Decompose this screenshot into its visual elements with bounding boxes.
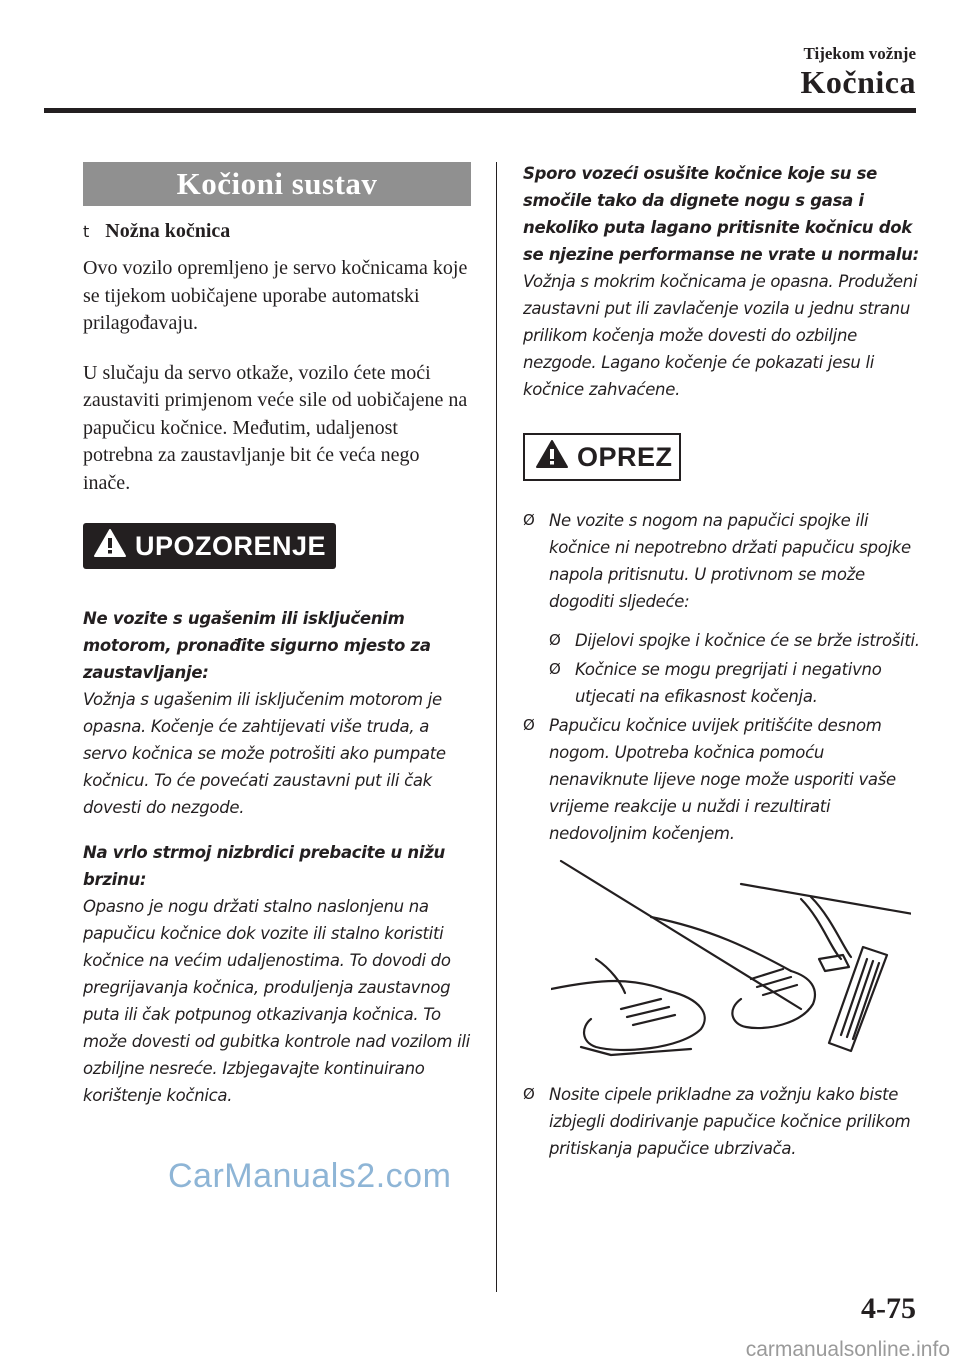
warning-label: UPOZORENJE (135, 530, 327, 561)
pedal-illustration (551, 859, 911, 1059)
warning-block-2 (83, 839, 471, 1109)
caution-item-3: Nosite cipele prikladne za vožnju kako biste izbjegli dodirivanje papučice kočnice prilikom pritiskanja papučice ubrzivača. (549, 1085, 911, 1158)
caution-list (523, 507, 923, 1162)
left-column (83, 162, 471, 1109)
list-item (523, 507, 923, 615)
bullet-arrow-icon: Ø (549, 631, 561, 649)
header-title: Kočnica (800, 64, 916, 100)
list-item (523, 1081, 923, 1162)
list-item (549, 656, 923, 710)
caution-item-1a: Dijelovi spojke i kočnice će se brže istrošiti. (575, 631, 920, 650)
subheading-bullet: t (83, 222, 90, 241)
caution-triangle-icon (535, 439, 569, 476)
list-item (549, 627, 923, 654)
bullet-arrow-icon: Ø (523, 716, 535, 734)
subheading (83, 220, 471, 243)
warning-3-text: Vožnja s mokrim kočnicama je opasna. Produženi zaustavni put ili zavlačenje vozila u jednu stranu prilikom kočenja može dovesti do ozbiljne nezgode. Lagano kočenje će pokazati jesu li kočnice zahvaćene. (523, 272, 918, 399)
right-column (523, 160, 923, 1162)
warning-triangle-icon (93, 528, 127, 565)
subheading-text: Nožna kočnica (105, 220, 231, 242)
caution-badge (523, 433, 681, 481)
bullet-arrow-icon: Ø (549, 660, 561, 678)
caution-label: OPREZ (577, 441, 673, 472)
body-paragraph-2: U slučaju da servo otkaže, vozilo ćete moći zaustaviti primjenom veće sile od uobičajene na papučicu kočnice. Međutim, udaljenost potrebna za zaustavljanje bit će veća nego inače. (83, 361, 468, 494)
warning-2-heading: Na vrlo strmoj nizbrdici prebacite u nižu brzinu: (83, 843, 445, 889)
warning-block-3 (523, 160, 923, 403)
warning-2-text: Opasno je nogu držati stalno naslonjenu na papučicu kočnice dok vozite ili stalno koristiti kočnice na većim udaljenostima. To dovodi do pregrijavanja kočnica, produljenja zaustavnog puta ili čak potpunog otkazivanja kočnica. To može dovesti od gubitka kontrole nad vozilom ili ozbiljne nesreće. Izbjegavajte kontinuirano korištenje kočnica. (83, 897, 470, 1105)
footer-watermark: carmanualsonline.info (745, 1338, 950, 1361)
watermark: CarManuals2.com (168, 1157, 452, 1195)
section-banner: Kočioni sustav (83, 162, 471, 206)
column-divider (496, 162, 497, 1292)
header-chapter: Tijekom vožnje (803, 44, 916, 63)
caution-item-2: Papučicu kočnice uvijek pritišćite desnom nogom. Upotreba kočnica pomoću nenaviknute lijeve noge može usporiti vaše vrijeme reakcije u nuždi i rezultirati nedovoljnim kočenjem. (549, 716, 896, 843)
warning-block-1 (83, 605, 471, 821)
caution-item-1: Ne vozite s nogom na papučici spojke ili kočnice ni nepotrebno držati papučicu spojke napola pritisnutu. U protivnom se može dogoditi sljedeće: (549, 511, 911, 611)
warning-3-heading: Sporo vozeći osušite kočnice koje su se smočile tako da dignete nogu s gasa i nekoliko puta lagano pritisnite kočnicu dok se njezine performanse ne vrate u normalu: (523, 164, 919, 264)
bullet-arrow-icon: Ø (523, 511, 535, 529)
body-paragraph-1: Ovo vozilo opremljeno je servo kočnicama koje se tijekom uobičajene uporabe automatski prilagođavaju. (83, 257, 468, 334)
page-number: 4-75 (861, 1292, 916, 1325)
warning-1-text: Vožnja s ugašenim ili isključenim motorom je opasna. Kočenje će zahtijevati više truda, a servo kočnica se može potrošiti ako pumpate kočnicu. To će povećati zaustavni put ili čak dovesti do nezgode. (83, 690, 446, 817)
list-item (523, 712, 923, 847)
bullet-arrow-icon: Ø (523, 1085, 535, 1103)
header-rule (44, 108, 916, 113)
warning-badge (83, 523, 336, 569)
warning-1-heading: Ne vozite s ugašenim ili isključenim motorom, pronađite sigurno mjesto za zaustavljanje: (83, 609, 431, 682)
caution-item-1b: Kočnice se mogu pregrijati i negativno utjecati na efikasnost kočenja. (575, 660, 882, 706)
